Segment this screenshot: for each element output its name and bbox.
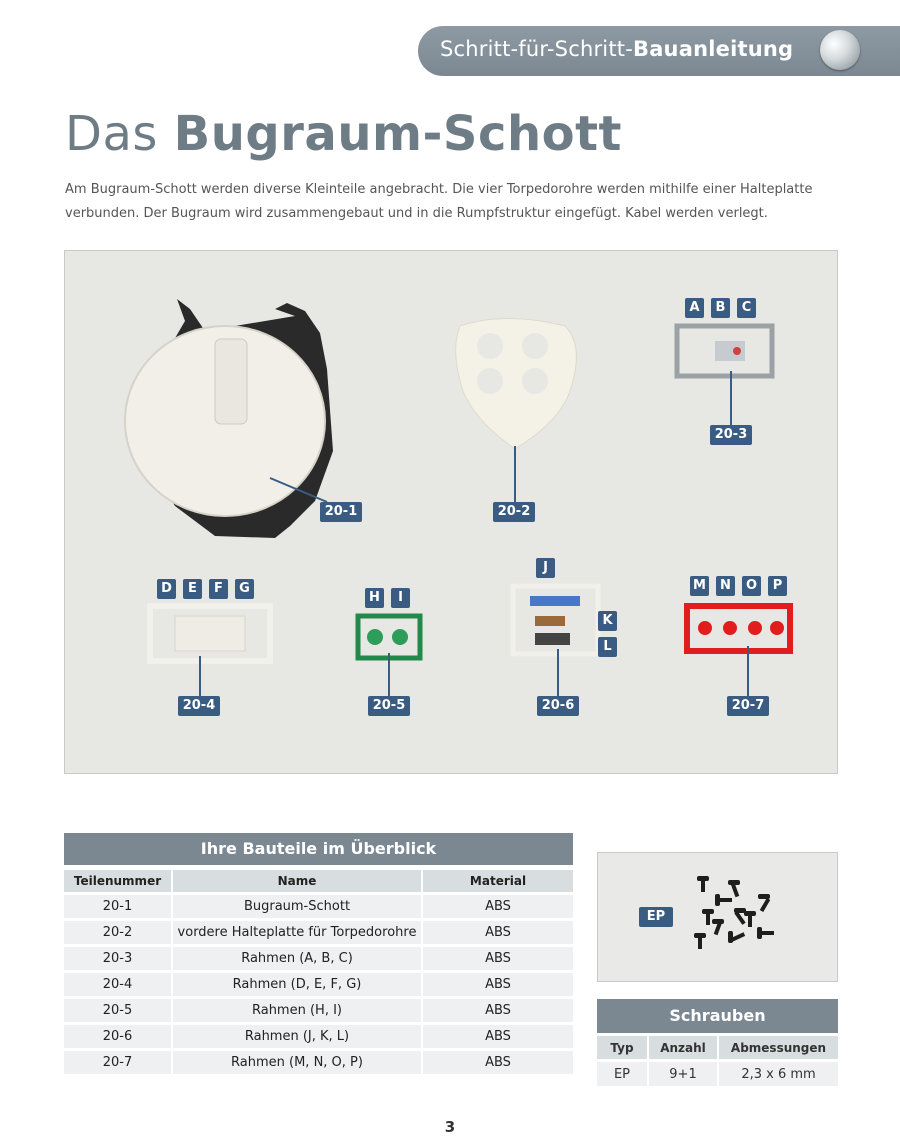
banner-title xyxy=(440,37,793,61)
part-20-6-image xyxy=(513,586,598,654)
table-row xyxy=(64,1025,573,1048)
screws-illustration xyxy=(598,853,839,983)
col-header-typ: Typ xyxy=(597,1036,647,1059)
screw-label-ep: EP xyxy=(639,907,673,927)
letter-e: E xyxy=(183,579,202,599)
letter-i: I xyxy=(391,588,410,608)
cell-name: Rahmen (D, E, F, G) xyxy=(171,973,421,996)
cell-part-number: 20-6 xyxy=(64,1025,171,1048)
cell-anzahl: 9+1 xyxy=(647,1062,717,1086)
part-20-1-image xyxy=(125,299,333,538)
title-light: Das xyxy=(65,106,174,162)
label-20-5: 20-5 xyxy=(368,696,410,716)
part-20-7-image xyxy=(687,606,790,651)
letter-d: D xyxy=(157,579,176,599)
letter-p: P xyxy=(768,576,787,596)
cell-material: ABS xyxy=(421,921,573,944)
letter-j: J xyxy=(536,558,555,578)
label-20-6: 20-6 xyxy=(537,696,579,716)
page-title xyxy=(65,106,622,162)
col-header-material: Material xyxy=(421,870,573,892)
title-bold: Bugraum-Schott xyxy=(173,106,622,162)
cell-part-number: 20-5 xyxy=(64,999,171,1022)
letter-o: O xyxy=(742,576,761,596)
cell-part-number: 20-2 xyxy=(64,921,171,944)
letter-l: L xyxy=(598,637,617,657)
cell-material: ABS xyxy=(421,973,573,996)
label-20-4: 20-4 xyxy=(178,696,220,716)
cell-material: ABS xyxy=(421,947,573,970)
intro-text: Am Bugraum-Schott werden diverse Kleinteile angebracht. Die vier Torpedorohre werden mithilfe einer Halteplatte verbunden. Der Bugraum wird zusammengebaut und in die Rumpfstruktur eingefügt. Kabel werden verlegt. xyxy=(65,182,813,221)
label-20-1: 20-1 xyxy=(320,502,362,522)
letter-h: H xyxy=(365,588,384,608)
parts-table-title: Ihre Bauteile im Überblick xyxy=(64,833,573,865)
parts-table xyxy=(64,867,573,1077)
letter-c: C xyxy=(737,298,756,318)
cell-material: ABS xyxy=(421,999,573,1022)
label-20-3: 20-3 xyxy=(710,425,752,445)
table-row xyxy=(597,1062,838,1086)
cell-material: ABS xyxy=(421,1051,573,1074)
screws-table xyxy=(597,1033,838,1089)
cell-part-number: 20-1 xyxy=(64,895,171,918)
letter-n: N xyxy=(716,576,735,596)
cell-name: Rahmen (M, N, O, P) xyxy=(171,1051,421,1074)
col-header-anzahl: Anzahl xyxy=(647,1036,717,1059)
col-header-name: Name xyxy=(171,870,421,892)
cell-name: Bugraum-Schott xyxy=(171,895,421,918)
letter-f: F xyxy=(209,579,228,599)
screws-photo xyxy=(597,852,838,982)
cell-name: Rahmen (A, B, C) xyxy=(171,947,421,970)
col-header-teilenummer: Teilenummer xyxy=(64,870,171,892)
letter-b: B xyxy=(711,298,730,318)
col-header-abmessungen: Abmessungen xyxy=(717,1036,838,1059)
parts-table-header-row xyxy=(64,870,573,892)
table-row xyxy=(64,973,573,996)
table-row xyxy=(64,947,573,970)
cell-name: Rahmen (J, K, L) xyxy=(171,1025,421,1048)
screw-icons xyxy=(694,876,774,949)
letter-k: K xyxy=(598,611,617,631)
cell-part-number: 20-4 xyxy=(64,973,171,996)
part-20-2-image xyxy=(456,319,577,450)
letter-g: G xyxy=(235,579,254,599)
cell-material: ABS xyxy=(421,1025,573,1048)
screws-table-title: Schrauben xyxy=(597,999,838,1033)
label-20-2: 20-2 xyxy=(493,502,535,522)
part-20-4-image xyxy=(150,606,270,661)
part-20-3-image xyxy=(677,326,772,376)
cell-material: ABS xyxy=(421,895,573,918)
parts-photo xyxy=(64,250,838,774)
table-row xyxy=(64,999,573,1022)
part-20-5-image xyxy=(358,616,420,658)
label-20-7: 20-7 xyxy=(727,696,769,716)
cell-abmessungen: 2,3 x 6 mm xyxy=(717,1062,838,1086)
cell-part-number: 20-7 xyxy=(64,1051,171,1074)
table-row xyxy=(64,895,573,918)
letter-a: A xyxy=(685,298,704,318)
letter-m: M xyxy=(690,576,709,596)
table-row xyxy=(64,921,573,944)
banner-sphere-icon xyxy=(820,30,860,70)
banner-bold: Bauanleitung xyxy=(632,37,794,61)
cell-part-number: 20-3 xyxy=(64,947,171,970)
banner-prefix: Schritt-für-Schritt- xyxy=(440,37,633,61)
cell-name: Rahmen (H, I) xyxy=(171,999,421,1022)
cell-typ: EP xyxy=(597,1062,647,1086)
page-number: 3 xyxy=(444,1118,456,1136)
cell-name: vordere Halteplatte für Torpedorohre xyxy=(171,921,421,944)
table-row xyxy=(64,1051,573,1074)
screws-table-header-row xyxy=(597,1036,838,1059)
